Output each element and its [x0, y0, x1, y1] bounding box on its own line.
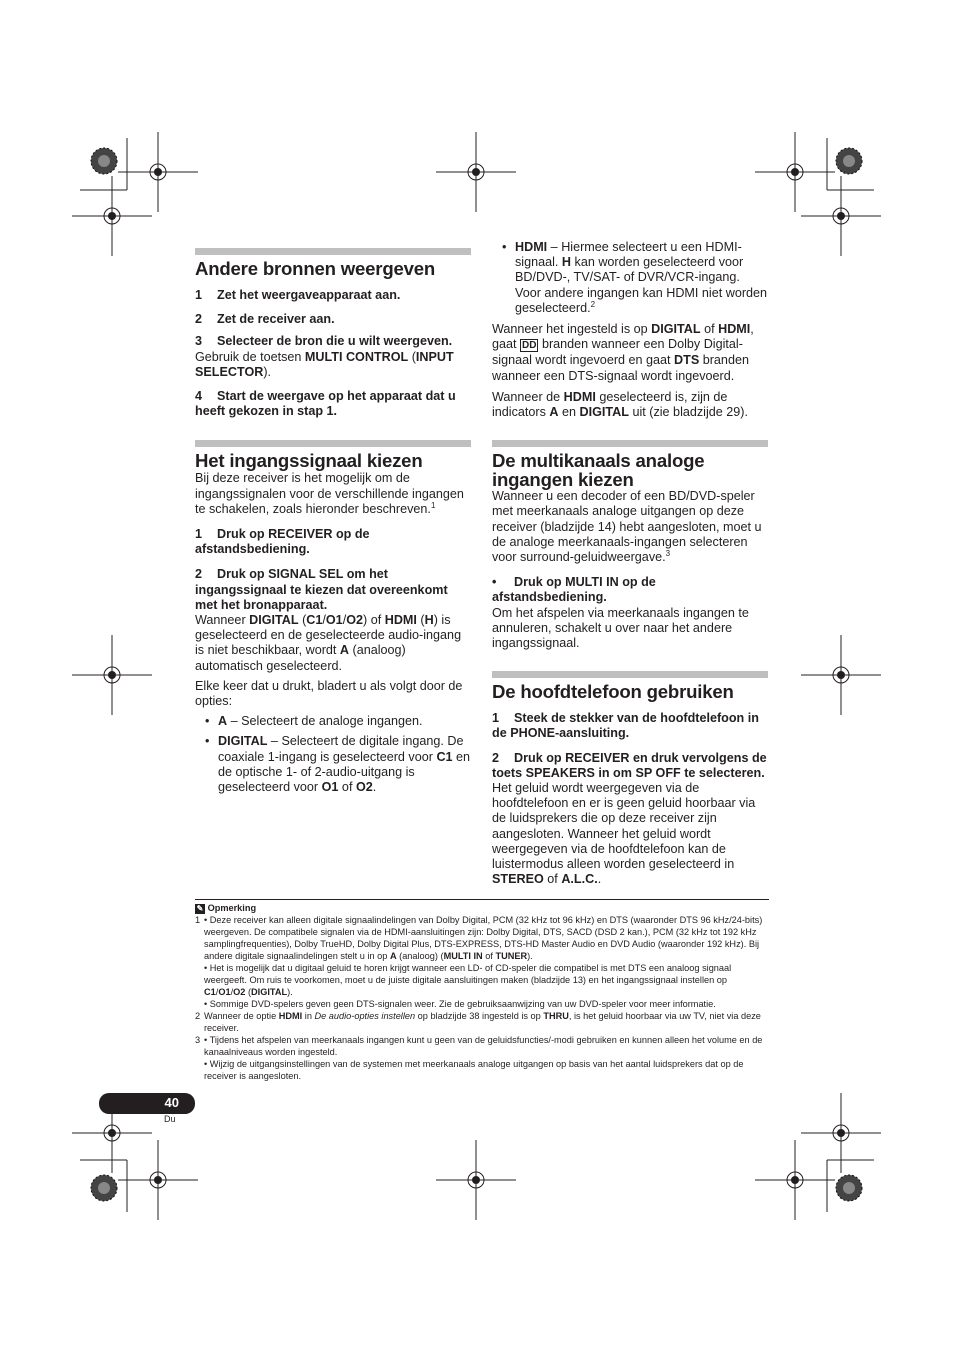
note-2: 2 Wanneer de optie HDMI in De audio-opties instellen op bladzijde 38 ingesteld is op THRU, is het geluid hoorbaar via uw TV, niet via deze receiver.: [195, 1011, 761, 1033]
heading-andere-bronnen: Andere bronnen weergeven: [195, 258, 436, 279]
registration-cross-icon: [72, 635, 152, 715]
step-2: 2 Druk op RECEIVER en druk vervolgens de toets SPEAKERS in om SP OFF te selecteren.: [492, 750, 767, 780]
step-2: 2 Druk op SIGNAL SEL om het ingangssignaal te kiezen dat overeenkomt met het bronapparaat.: [195, 567, 448, 612]
paragraph-annuleren: Om het afspelen via meerkanaals ingangen te annuleren, schakelt u over naar het andere ingangssignaal.: [492, 605, 749, 651]
heading-ingangssignaal: Het ingangssignaal kiezen: [195, 450, 423, 472]
paragraph-hoofdtelefoon: Het geluid wordt weergegeven via de hoofdtelefoon en er is geen geluid hoorbaar via de luidsprekers die op deze receiver zijn aangesloten. Wanneer het geluid wordt weergegeven via de hoofdtelefoon kan de luistermodus alleen worden geselecteerd in STEREO of A.L.C..: [492, 781, 756, 887]
section-bar: [492, 671, 768, 678]
notes: [195, 900, 769, 1082]
registration-sun-icon: [91, 148, 117, 174]
note-pencil-icon: ✎: [196, 903, 204, 913]
bullet-hdmi: • HDMI – Hiermee selecteert u een HDMI-signaal. H kan worden geselecteerd voor BD/DVD-, TV/SAT- of DVR/VCR-ingang. Voor andere ingangen kan HDMI niet worden geselecteerd.$^2$: [502, 240, 768, 315]
registration-sun-icon: [91, 1175, 117, 1201]
paragraph-ingesteld: Wanneer het ingesteld is op DIGITAL of HDMI, gaat DD branden wanneer een Dolby Digital-signaal wordt ingevoerd en gaat DTS branden wanneer een DTS-signaal wordt ingevoerd.: [492, 322, 754, 383]
paragraph-wanneer-digital: Wanneer DIGITAL (C1/O1/O2) of HDMI (H) is geselecteerd en de geselecteerde audio-ingang is niet beschikbaar, wordt A (analoog) automatisch geselecteerd.: [195, 613, 462, 673]
bullet-a: • A – Selecteert de analoge ingangen.: [205, 714, 423, 729]
bullet-digital: • DIGITAL – Selecteert de digitale ingang. De coaxiale 1-ingang is geselecteerd voor C1 en de optische 1- of 2-audio-uitgang is geselecteerd voor O1 of O2.: [205, 734, 471, 795]
registration-cross-icon: [118, 132, 198, 212]
paragraph-elke-keer: Elke keer dat u drukt, bladert u als volgt door de opties:: [195, 678, 463, 709]
note-1c: • Sommige DVD-spelers geven geen DTS-signalen weer. Zie de gebruiksaanwijzing van uw DVD-speler voor meer informatie.: [204, 999, 716, 1009]
note-3a: • Tijdens het afspelen van meerkanaals ingangen kunt u geen van de geluidsfuncties/-modi gebruiken en kunnen alleen het volume en de kanaalniveaus worden ingesteld.: [204, 1035, 763, 1057]
registration-cross-icon: [72, 176, 152, 256]
heading-multikanaals: De multikanaals analoge ingangen kiezen: [492, 450, 705, 491]
registration-cross-icon: [436, 132, 516, 212]
right-column: [492, 240, 768, 888]
registration-cross-icon: [801, 635, 881, 715]
intro-text: Bij deze receiver is het mogelijk om de ingangssignalen voor de verschillende ingangen te schakelen, zoals hieronder beschreven.$^1$: [195, 471, 464, 516]
step-3: 3 Selecteer de bron die u wilt weergeven.: [195, 334, 453, 349]
note-1b: • Het is mogelijk dat u digitaal geluid te horen krijgt wanneer een LD- of CD-speler die compatibel is met DTS een analoog signaal weergeeft. Om ruis te voorkomen, moet u de juiste digitale aansluitingen maken (bladzijde 13) en het ingangssignaal instellen op C1/O1/O2 (DIGITAL).: [204, 963, 732, 997]
step-1: 1 Zet het weergaveapparaat aan.: [195, 288, 401, 302]
section-bar: [195, 440, 471, 447]
page-number-tab: [99, 1093, 195, 1114]
section-bar: [492, 440, 768, 447]
dolby-digital-icon: DD: [522, 340, 537, 352]
section-bar: [195, 248, 471, 255]
registration-cross-icon: [801, 176, 881, 256]
step-4: 4 Start de weergave op het apparaat dat u heeft gekozen in stap 1.: [195, 389, 456, 419]
note-1: 1 • Deze receiver kan alleen digitale signaalindelingen van Dolby Digital, PCM (32 kHz tot 96 kHz) en DTS (waaronder DTS 96 kHz/24-bits) weergeven. De compatibele signalen via de HDMI-aansluitingen zijn: Dolby Digital, DTS, SACD (DSD 2 kan.), PCM (32 kHz tot 192 kHz samplingfrequenties), Dolby TrueHD, Dolby Digital Plus, DTS-EXPRESS, DTS-HD Master Audio en DVD Audio (waaronder 192 kHz). Bij andere digitale signaalindelingen stelt u in op A (analoog) (MULTI IN of TUNER). • Het is mogelijk dat u digitaal geluid te horen krijgt wanneer een LD- of CD-speler die compatibel is met DTS een analoog signaal weergeeft. Om ruis te voorkomen, moet u de juiste digitale aansluitingen maken (bladzijde 13) en het ingangssignaal instellen op C1/O1/O2 (DIGITAL). • Sommige DVD-spelers geven geen DTS-signalen weer. Zie de gebruiksaanwijzing van uw DVD-speler voor meer informatie.: [195, 914, 769, 1010]
step-3-text: Gebruik de toetsen MULTI CONTROL (INPUT SELECTOR).: [195, 349, 454, 379]
registration-sun-icon: [836, 1175, 862, 1201]
registration-cross-icon: [118, 1140, 198, 1220]
step-1: 1 Druk op RECEIVER op de afstandsbediening.: [195, 527, 370, 557]
page-number: 40: [164, 1095, 179, 1110]
step-2: 2 Zet de receiver aan.: [195, 312, 335, 327]
intro-text: Wanneer u een decoder of een BD/DVD-speler met meerkanaals analoge uitgangen op deze receiver (bladzijde 14) hebt aangesloten, moet u de analoge meerkanaals-ingangen selecteren voor surround-geluidweergave.$^3$: [492, 489, 762, 565]
note-3: 3 • Tijdens het afspelen van meerkanaals ingangen kunt u geen van de geluidsfuncties/-modi gebruiken en kunnen alleen het volume en de kanaalniveaus worden ingesteld. • Wijzig de uitgangsinstellingen van de systemen met meerkanaals analoge uitgangen op basis van het aantal luidsprekers dat op de receiver is aangesloten.: [195, 1034, 769, 1082]
heading-hoofdtelefoon: De hoofdtelefoon gebruiken: [492, 681, 734, 703]
registration-sun-icon: [836, 148, 862, 174]
language-code: Du: [164, 1114, 176, 1124]
bullet-step-multi-in: • Druk op MULTI IN op de afstandsbediening.: [492, 575, 656, 605]
note-1a: • Deze receiver kan alleen digitale signaalindelingen van Dolby Digital, PCM (32 kHz tot 96 kHz) en DTS (waaronder DTS 96 kHz/24-bits) weergeven. De compatibele signalen via de HDMI-aansluitingen zijn: Dolby Digital, DTS, SACD (DSD 2 kan.), PCM (32 kHz tot 192 kHz samplingfrequenties), Dolby TrueHD, Dolby Digital Plus, DTS-EXPRESS, DTS-HD Master Audio en DVD Audio (waaronder 192 kHz). Bij andere digitale signaalindelingen stelt u in op A (analoog) (MULTI IN of TUNER).: [204, 915, 763, 961]
registration-cross-icon: [436, 1140, 516, 1220]
registration-cross-icon: [801, 1093, 881, 1173]
registration-cross-icon: [755, 1140, 835, 1220]
step-1: 1 Steek de stekker van de hoofdtelefoon in de PHONE-aansluiting.: [492, 711, 759, 741]
note-3b: • Wijzig de uitgangsinstellingen van de systemen met meerkanaals analoge uitgangen op basis van het aantal luidsprekers dat op de receiver is aangesloten.: [204, 1059, 744, 1081]
registration-cross-icon: [755, 132, 835, 212]
notes-title: ✎ Opmerking: [196, 903, 257, 913]
paragraph-hdmi-geselecteerd: Wanneer de HDMI geselecteerd is, zijn de indicators A en DIGITAL uit (zie bladzijde 29).: [492, 389, 748, 420]
left-column: [195, 248, 471, 795]
